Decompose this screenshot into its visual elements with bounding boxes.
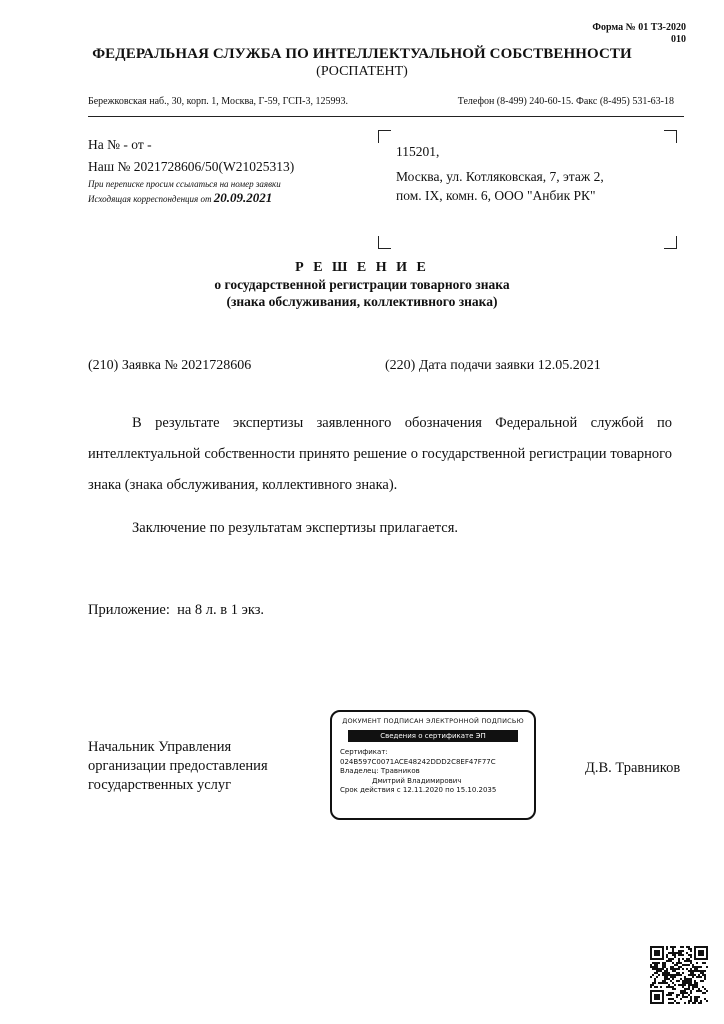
signer-position [88, 738, 268, 795]
reference-block [88, 134, 294, 206]
qr-code [650, 946, 708, 1004]
decision-heading: Р Е Ш Е Н И Е [295, 260, 429, 275]
address-corner-bottom-right [664, 236, 677, 249]
owner-label: Владелец: [340, 767, 379, 775]
application-date: (220) Дата подачи заявки 12.05.2021 [385, 358, 601, 373]
decision-paragraph: В результате экспертизы заявленного обозначения Федеральной службой по интеллектуальной собственности принято решение о государственной регистрации товарного знака (знака обслуживания, коллективного знака). [88, 415, 672, 493]
stamp-details [340, 748, 534, 796]
stamp-heading: ДОКУМЕНТ ПОДПИСАН ЭЛЕКТРОННОЙ ПОДПИСЬЮ [342, 717, 524, 725]
recipient-postcode: 115201, [396, 144, 440, 159]
cert-label: Сертификат: [340, 748, 388, 756]
stamp-certificate-bar: Сведения о сертификате ЭП [348, 730, 518, 742]
position-line-2: организации предоставления [88, 758, 268, 774]
signer-name: Д.В. Травников [585, 760, 681, 776]
form-number-label: Форма № 01 ТЗ-2020 [592, 22, 686, 33]
outgoing-date: 20.09.2021 [213, 190, 273, 205]
recipient-line1: Москва, ул. Котляковская, 7, этаж 2, [396, 169, 604, 184]
org-short-name: (РОСПАТЕНТ) [316, 64, 408, 79]
validity: Срок действия с 12.11.2020 по 15.10.2035 [340, 786, 497, 794]
conclusion-line: Заключение по результатам экспертизы прилагается. [132, 520, 459, 536]
form-code: 010 [671, 34, 686, 45]
header-divider [88, 116, 684, 117]
org-name: ФЕДЕРАЛЬНАЯ СЛУЖБА ПО ИНТЕЛЛЕКТУАЛЬНОЙ СОБСТВЕННОСТИ [92, 46, 632, 62]
cert-value: 024B597C0071ACE48242DDD2C8EF47F77C [340, 757, 496, 766]
org-address: Бережковская наб., 30, корп. 1, Москва, Г-59, ГСП-3, 125993. [88, 96, 349, 107]
address-corner-bottom-left [378, 236, 391, 249]
application-number: (210) Заявка № 2021728606 [88, 358, 252, 373]
owner-name: Дмитрий Владимирович [372, 776, 462, 785]
recipient-address [396, 142, 604, 205]
reference-note: При переписке просим ссылаться на номер заявки [88, 179, 281, 189]
org-phones: Телефон (8-499) 240-60-15. Факс (8-495) 531-63-18 [457, 96, 674, 107]
owner-line [340, 767, 534, 777]
decision-subtitle-1: о государственной регистрации товарного знака [214, 277, 510, 292]
form-number [592, 22, 686, 46]
recipient-line2: пом. IX, комн. 6, ООО "Анбик РК" [396, 188, 596, 203]
outgoing-note [88, 191, 294, 206]
owner-surname: Травников [380, 767, 420, 775]
electronic-signature-stamp [330, 710, 536, 820]
outgoing-prefix: Исходящая корреспонденция от [88, 194, 212, 204]
address-corner-top-left [378, 130, 391, 143]
address-corner-top-right [664, 130, 677, 143]
position-line-3: государственных услуг [88, 777, 232, 793]
decision-title [0, 260, 724, 310]
contacts-line [88, 96, 674, 107]
attachment-line: Приложение: на 8 л. в 1 экз. [88, 602, 265, 618]
your-reference: На № - от - [88, 137, 152, 152]
our-reference: Наш № 2021728606/50(W21025313) [88, 159, 295, 174]
position-line-1: Начальник Управления [88, 739, 232, 755]
organization-header [0, 46, 724, 80]
decision-subtitle-2: (знака обслуживания, коллективного знака) [226, 294, 498, 309]
